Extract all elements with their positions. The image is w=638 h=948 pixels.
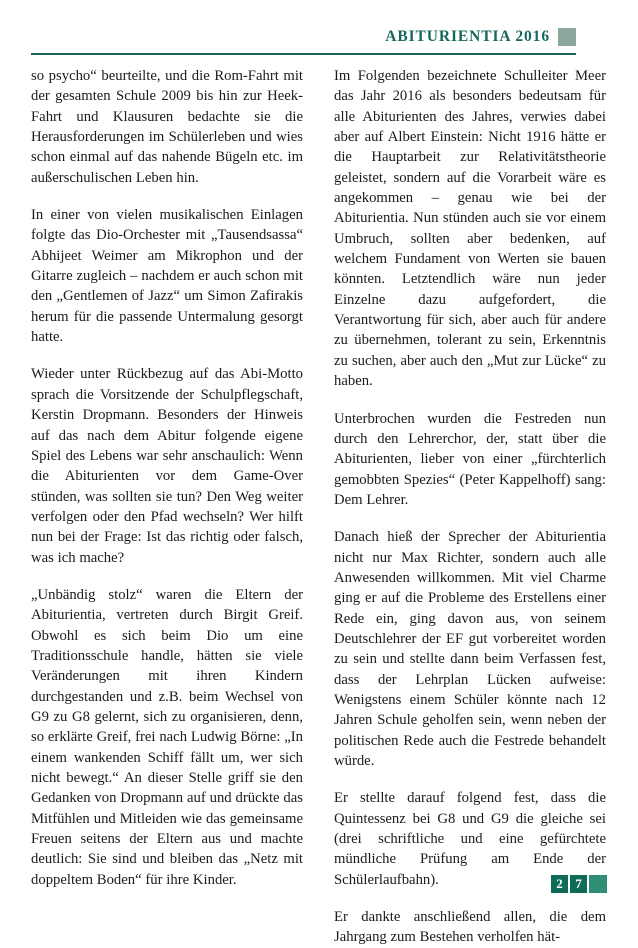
header-divider <box>31 53 576 55</box>
header-accent-square-icon <box>558 28 576 46</box>
column-left <box>31 66 303 948</box>
page-number-digit-1: 2 <box>551 875 568 893</box>
page-title: ABITURIENTIA 2016 <box>385 28 550 46</box>
paragraph: In einer von vielen musikalischen Einlagen folgte das Dio-Orchester mit „Tausendsassa“ Abhijeet Weimer am Mikrophon und der Gitarre zugleich – nachdem er auch schon mit den „Gentlemen of Jazz“ um Simon Zafirakis herum für die passende Untermalung gesorgt hatte. <box>31 207 303 346</box>
paragraph: Er dankte anschließend allen, die dem Jahrgang zum Bestehen verholfen hät- <box>334 909 606 946</box>
page-number-accent-square-icon <box>589 875 607 893</box>
paragraph: Er stellte darauf folgend fest, dass die Quintessenz bei G8 und G9 die gleiche sei (drei schriftliche und eine gefürchtete mündliche Prüfung am Ende der Schülerlaufbahn). <box>334 790 606 888</box>
paragraph: Unterbrochen wurden die Festreden nun durch den Lehrerchor, der, statt über die Abiturienten, lieber von einer „fürchterlich gemobbten Spezies“ (Peter Kappelhoff) sang: Dem Lehrer. <box>334 410 606 508</box>
article-body <box>31 66 607 948</box>
header-title-row <box>31 24 576 50</box>
page-number-digit-2: 7 <box>570 875 587 893</box>
page-number-block <box>551 875 607 893</box>
paragraph: Im Folgenden bezeichnete Schulleiter Meer das Jahr 2016 als besonders bedeutsam für alle Abiturienten des Jahres, verwies dabei aber auf Albert Einstein: Nicht 1916 hätte er die Hauptarbeit zur Relativitätstheorie geleistet, sondern auf die Vorarbeit wäre es angekommen – genau wie bei der Abiturientia. Nun stünden auch sie vor einem Umbruch, sollten aber bedenken, auf welchem Fundament von Werten sie bauen könnten. Letztendlich wäre nun jeder Einzelne dazu aufgefordert, die Verantwortung für sich, aber auch für andere zu übernehmen, tolerant zu sein, Erkenntnis zu suchen, aber auch den „Mut zur Lücke“ zu haben. <box>334 68 606 390</box>
paragraph: „Unbändig stolz“ waren die Eltern der Abiturientia, vertreten durch Birgit Greif. Obwohl es sich beim Dio um eine Traditionsschule handle, hätten sie viele Veränderungen mit ihren Kindern durchgestanden und z.B. beim Wechsel von G9 zu G8 gelernt, sich zu organisieren, denn, so erklärte Greif, frei nach Ludwig Börne: „In einem wankenden Schiff fällt um, wer sich nicht bewegt.“ An dieser Stelle griff sie den Gedanken von Dropmann auf und drückte das Mitfühlen und Mitleiden wie das gemeinsame Freuen seitens der Eltern aus und machte deutlich: Sie sind und bleiben das „Netz mit doppeltem Boden“ für ihre Kinder. <box>31 586 303 888</box>
page-header <box>31 24 576 58</box>
paragraph: Danach hieß der Sprecher der Abiturientia nicht nur Max Richter, sondern auch alle Anwesenden willkommen. Mit viel Charme ging er auf die Probleme des Erstellens einer Rede ein, ging davon aus, von seinem Deutschlehrer der EF gut vorbereitet worden zu sein und stellte dann beim Verfassen fest, dass der Lehrplan Lücken aufweise: Wenigstens einem Schüler könnte nach 12 Jahren Schule geholfen sein, wenn neben der politischen Rede auch die Festrede behandelt würde. <box>334 529 606 769</box>
column-right <box>334 66 606 948</box>
paragraph: Wieder unter Rückbezug auf das Abi-Motto sprach die Vorsitzende der Schulpflegschaft, Kerstin Dropmann. Besonders der Hinweis auf das nach dem Abitur folgende eigene Spiel des Lebens war sehr anschaulich: Wenn die Abiturienten vor dem Game-Over stünden, was sollten sie tun? Den Weg weiter verfolgen oder den Pfad wechseln? Wer hilft nun bei der Frage: Ist das richtig oder falsch, was ich mache? <box>31 366 303 566</box>
paragraph: so psycho“ beurteilte, und die Rom-Fahrt mit der gesamten Schule 2009 bis hin zur Heek-Fahrt und Klausuren bedachte sie die Herausforderungen im Schülerleben und wies schon einmal auf das nahende Bügeln etc. im außerschulischen Leben hin. <box>31 68 303 186</box>
